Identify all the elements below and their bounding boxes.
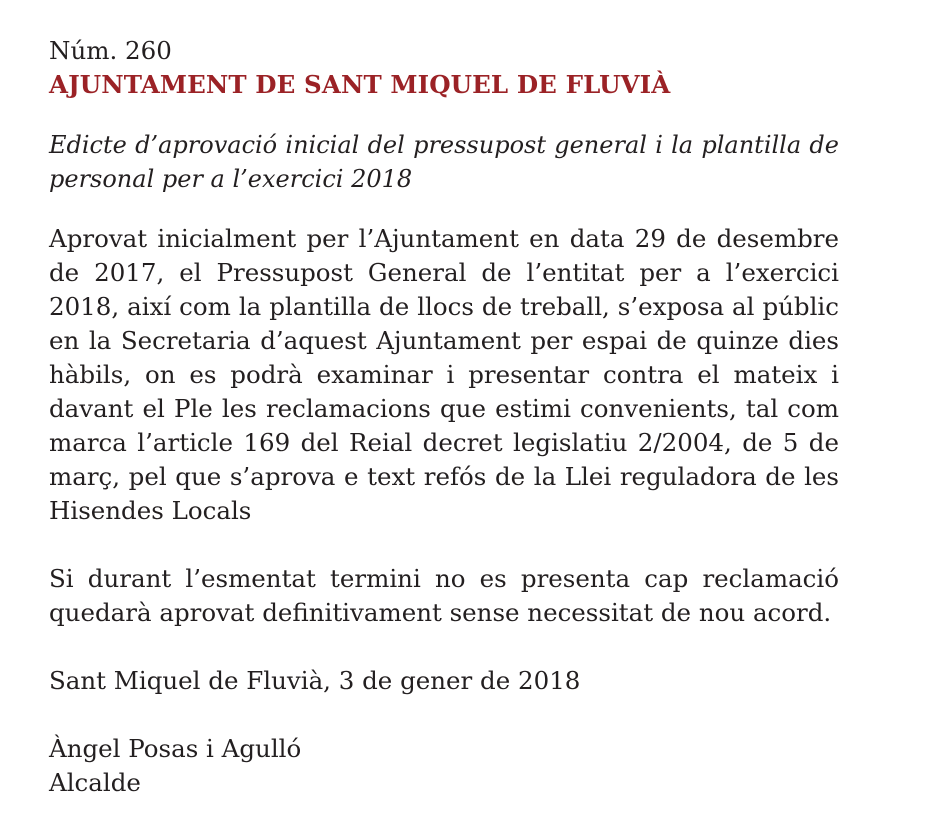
edict-subject: Edicte d’aprovació inicial del pressupost general i la plantilla de personal per a l’exercici 2018 (49, 131, 839, 193)
body-paragraph-1: Aprovat inicialment per l’Ajuntament en data 29 de desembre de 2017, el Pressupost General de l’entitat per a l’exercici 2018, així com la plantilla de llocs de treball, s’exposa al públic en la Secretaria d’aquest Ajuntament per espai de quinze dies hàbils, on es podrà examinar i presentar contra el mateix i davant el Ple les reclamacions que estimi convenients, tal com marca l’article 169 del Reial decret legislatiu 2/2004, de 5 de març, pel que s’aprova e text refós de la Llei reguladora de les Hisendes Locals (49, 224, 839, 525)
edict-document (49, 34, 839, 800)
announcement-number: Núm. 260 (49, 36, 172, 65)
body-paragraph-2: Si durant l’esmentat termini no es presenta cap reclamació quedarà aprovat definitivament sense necessitat de nou acord. (49, 564, 839, 627)
signer-name: Àngel Posas i Agulló (49, 734, 302, 763)
signer-role: Alcalde (49, 768, 141, 797)
organization-title: AJUNTAMENT DE SANT MIQUEL DE FLUVIÀ (49, 70, 671, 99)
place-and-date: Sant Miquel de Fluvià, 3 de gener de 2018 (49, 666, 581, 695)
